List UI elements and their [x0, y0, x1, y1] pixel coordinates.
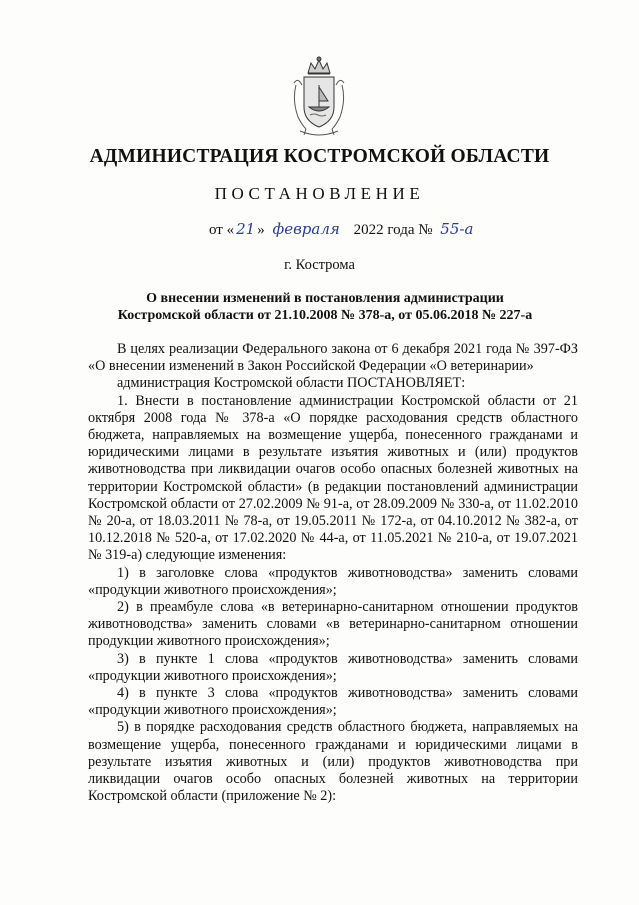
body-paragraph: 4) в пункте 3 слова «продуктов животноводства» заменить словами «продукции животного происхождения»;: [88, 685, 578, 719]
body-paragraph: В целях реализации Федерального закона от 6 декабря 2021 года № 397-ФЗ «О внесении изменений в Закон Российской Федерации «О ветеринарии»: [88, 341, 578, 375]
document-subject: [90, 290, 560, 324]
body-paragraph: администрация Костромской области ПОСТАНОВЛЯЕТ:: [117, 375, 466, 392]
date-month: февраля: [272, 220, 340, 238]
organization-title: АДМИНИСТРАЦИЯ КОСТРОМСКОЙ ОБЛАСТИ: [89, 146, 550, 167]
document-type: ПОСТАНОВЛЕНИЕ: [214, 184, 425, 203]
body-paragraph: 1) в заголовке слова «продуктов животноводства» заменить словами «продукции животного происхождения»;: [88, 564, 578, 598]
document-body: [88, 341, 578, 805]
body-paragraph: 5) в порядке расходования средств областного бюджета, направляемых на возмещение ущерба, понесенного гражданами и юридическими лицами в результате изъятия животных и (или) продуктов животноводства при ликвидации очагов особо опасных болезней животных на территории Костромской области (приложение № 2):: [88, 719, 578, 805]
body-paragraph: 1. Внести в постановление администрации Костромской области от 21 октября 2008 года № 378-а «О порядке расходования средств областного бюджета, направляемых на возмещение ущерба, понесенного гражданами и юридическими лицами в результате изъятия животных и (или) продуктов животноводства при ликвидации очагов особо опасных болезней животных на территории Костромской области» (в редакции постановлений администрации Костромской области от 27.02.2009 № 91-а, от 28.09.2009 № 330-а, от 11.02.2010 № 20-а, от 18.03.2011 № 78-а, от 19.05.2011 № 172-а, от 04.10.2012 № 382-а, от 10.12.2018 № 520-а, от 17.02.2020 № 44-а, от 11.05.2021 № 210-а, от 19.07.2021 № 319-а) следующие изменения:: [88, 392, 578, 564]
document-date-line: [209, 220, 473, 239]
city-name: г. Кострома: [284, 257, 355, 273]
date-day: 21: [236, 220, 256, 238]
date-prefix: от «: [209, 222, 235, 238]
coat-of-arms-icon: [286, 55, 352, 139]
subject-line: Костромской области от 21.10.2008 № 378-а, от 05.06.2018 № 227-а: [117, 308, 533, 323]
body-paragraph: 3) в пункте 1 слова «продуктов животноводства» заменить словами «продукции животного происхождения»;: [88, 650, 578, 684]
subject-line: О внесении изменений в постановления администрации: [146, 291, 504, 306]
date-year: 2022 года №: [353, 222, 433, 238]
body-paragraph: 2) в преамбуле слова «в ветеринарно-санитарном отношении продуктов животноводства» заменить словами «в ветеринарно-санитарном отношении продукции животного происхождения»;: [88, 599, 578, 650]
document-number: 55-а: [440, 220, 474, 238]
date-mid: »: [257, 222, 265, 238]
